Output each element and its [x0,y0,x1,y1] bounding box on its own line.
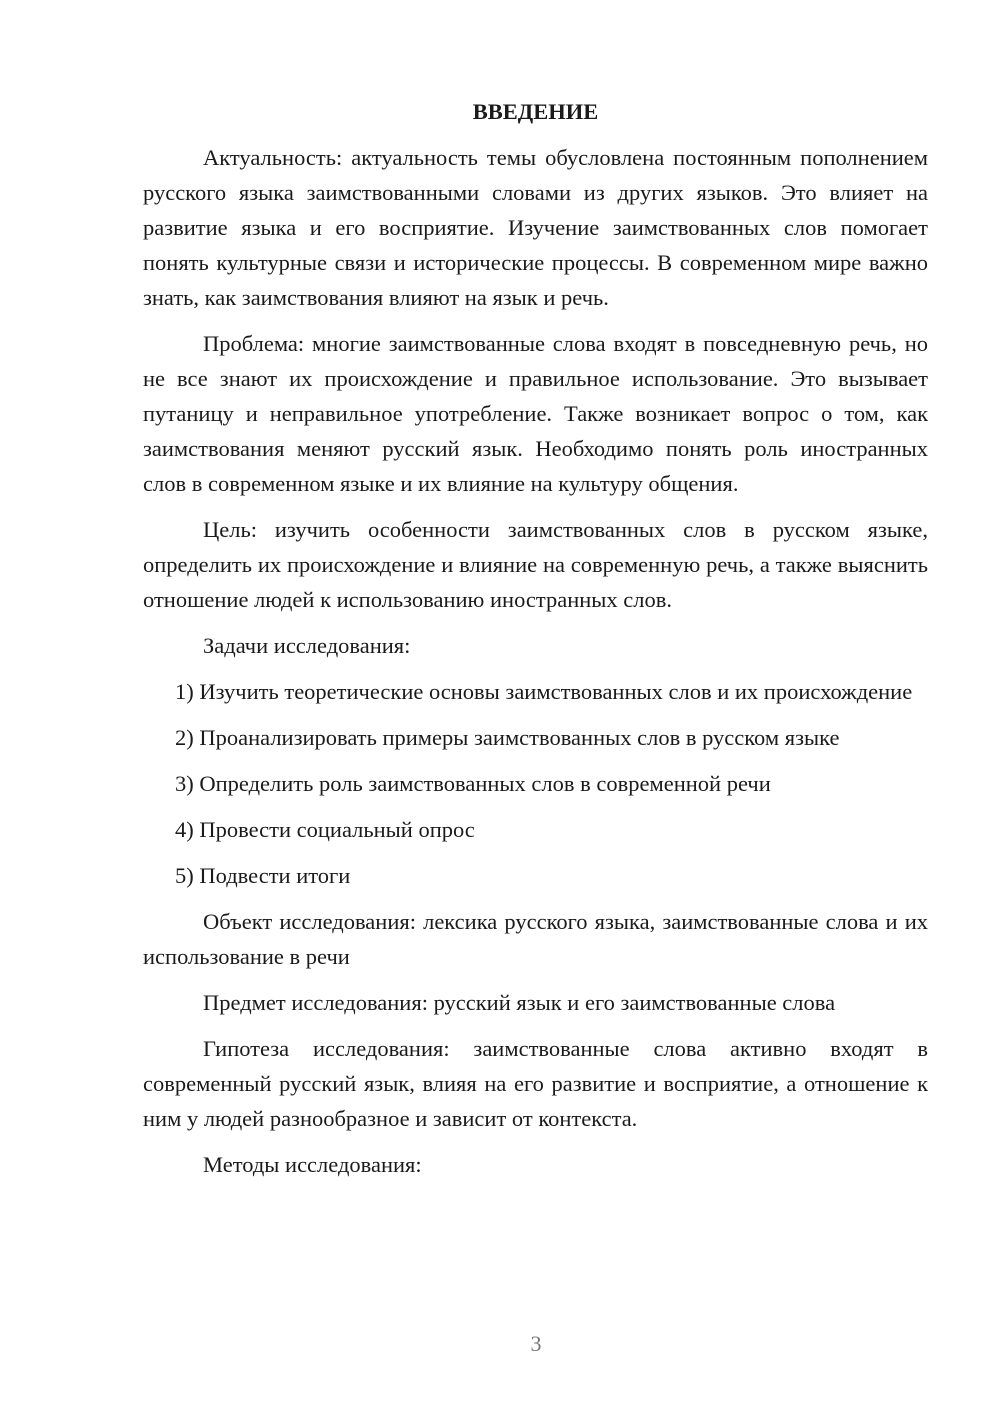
task-item-5: 5) Подвести итоги [175,863,351,888]
paragraph-relevance: Актуальность: актуальность темы обусловлена постоянным пополнением русского языка заимствованными словами из других языков. Это влияет на развитие языка и его восприятие. Изучение заимствованных слов помогает понять культурные связи и исторические процессы. В современном мире важно знать, как заимствования влияют на язык и речь. [143,145,928,310]
paragraph-methods: Методы исследования: [203,1152,422,1177]
section-heading: ВВЕДЕНИЕ [472,99,599,124]
task-item-4: 4) Провести социальный опрос [175,817,475,842]
paragraph-hypothesis: Гипотеза исследования: заимствованные слова активно входят в современный русский язык, влияя на его развитие и восприятие, а отношение к ним у людей разнообразное и зависит от контекста. [143,1036,928,1131]
paragraph-object: Объект исследования: лексика русского языка, заимствованные слова и их использование в речи [143,909,928,969]
paragraph-subject: Предмет исследования: русский язык и его заимствованные слова [203,990,836,1015]
task-item-1: 1) Изучить теоретические основы заимствованных слов и их происхождение [175,679,913,704]
page-content [143,94,928,1193]
page-number: 3 [530,1331,542,1356]
task-item-3: 3) Определить роль заимствованных слов в современной речи [175,771,771,796]
task-item-2: 2) Проанализировать примеры заимствованных слов в русском языке [175,725,840,750]
paragraph-tasks-title: Задачи исследования: [203,633,411,658]
paragraph-goal: Цель: изучить особенности заимствованных слов в русском языке, определить их происхождение и влияние на современную речь, а также выяснить отношение людей к использованию иностранных слов. [143,517,928,612]
paragraph-problem: Проблема: многие заимствованные слова входят в повседневную речь, но не все знают их происхождение и правильное использование. Это вызывает путаницу и неправильное употребление. Также возникает вопрос о том, как заимствования меняют русский язык. Необходимо понять роль иностранных слов в современном языке и их влияние на культуру общения. [143,331,928,496]
